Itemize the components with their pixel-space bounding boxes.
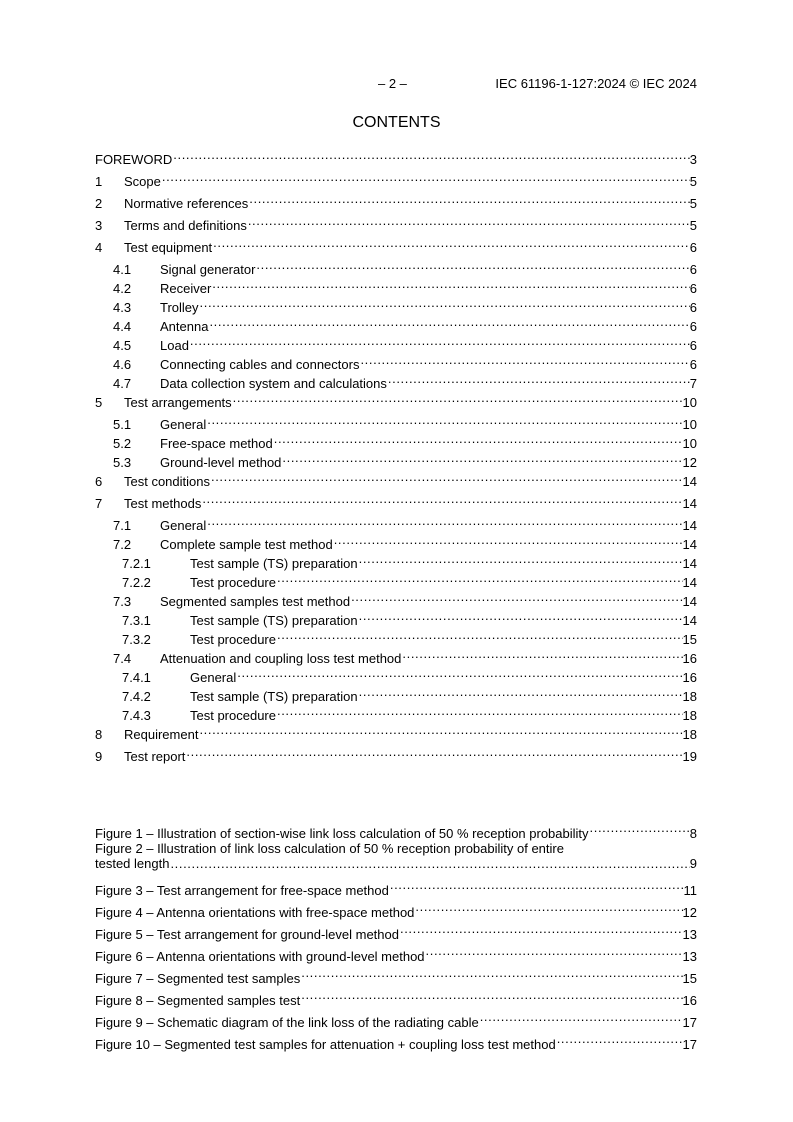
entry-number: 4.5	[113, 338, 132, 353]
dot-leader	[389, 876, 684, 895]
entry-number: 7.4.1	[122, 670, 151, 685]
entry-number: 4.4	[113, 319, 132, 334]
entry-page: 16	[682, 993, 697, 1008]
entry-page: 10	[682, 395, 697, 410]
figure-entry[interactable]	[95, 819, 697, 841]
entry-number: 4.2	[113, 281, 132, 296]
dot-leader	[232, 388, 683, 407]
dot-leader	[358, 549, 683, 568]
entry-page: 7	[689, 376, 697, 391]
dot-leader	[276, 568, 683, 587]
entry-page: 12	[682, 905, 697, 920]
entry-page: 5	[689, 218, 697, 233]
entry-number: 4.1	[113, 262, 132, 277]
entry-page: 17	[682, 1037, 697, 1052]
dot-leader	[300, 986, 682, 1005]
dot-leader	[255, 255, 689, 274]
entry-title: Test arrangements	[124, 395, 232, 410]
dot-leader	[206, 511, 682, 530]
entry-number: 7.3.1	[122, 613, 151, 628]
entry-title: FOREWORD	[95, 152, 173, 167]
entry-page: 18	[682, 708, 697, 723]
entry-number: 4.7	[113, 376, 132, 391]
toc-entry[interactable]	[95, 211, 697, 233]
entry-title: Load	[160, 338, 189, 353]
dot-leader	[172, 145, 689, 164]
entry-page: 5	[689, 196, 697, 211]
entry-number: 7.2.2	[122, 575, 151, 590]
entry-number: 4	[95, 240, 103, 255]
entry-number: 8	[95, 727, 103, 742]
page-title: CONTENTS	[352, 114, 441, 131]
entry-page: 5	[689, 174, 697, 189]
entry-title: Test procedure	[190, 632, 276, 647]
dot-leader	[236, 663, 682, 682]
dot-leader	[208, 312, 689, 331]
dot-leader	[401, 644, 682, 663]
entry-page: 14	[682, 474, 697, 489]
entry-title: Signal generator	[160, 262, 256, 277]
dot-leader	[210, 467, 683, 486]
dot-leader	[479, 1008, 683, 1027]
page-number: – 2 –	[378, 76, 407, 91]
entry-number: 7	[95, 496, 103, 511]
dot-leader	[359, 350, 689, 369]
entry-page: 18	[682, 727, 697, 742]
figure-entry[interactable]	[95, 964, 697, 986]
dot-leader	[201, 489, 682, 508]
entry-page: 15	[682, 971, 697, 986]
entry-title: Figure 3 – Test arrangement for free-space method	[95, 883, 389, 898]
entry-page: 6	[689, 338, 697, 353]
figure-entry[interactable]	[95, 841, 697, 872]
entry-page: 12	[682, 455, 697, 470]
entry-title: General	[160, 417, 207, 432]
figure-entry[interactable]	[95, 986, 697, 1008]
dot-leader	[247, 211, 690, 230]
entry-title: Data collection system and calculations	[160, 376, 387, 391]
entry-title: Scope	[124, 174, 161, 189]
entry-number: 7.3	[113, 594, 132, 609]
entry-page: 11	[683, 883, 697, 898]
entry-page: 6	[689, 319, 697, 334]
entry-title: Trolley	[160, 300, 199, 315]
entry-title: Test report	[124, 749, 186, 764]
entry-number: 7.4.3	[122, 708, 151, 723]
toc-entry[interactable]	[95, 233, 697, 255]
dot-leader	[185, 742, 682, 761]
entry-page: 6	[689, 357, 697, 372]
entry-title: Test sample (TS) preparation	[190, 613, 358, 628]
figure-entry[interactable]	[95, 942, 697, 964]
dot-leader	[589, 819, 690, 838]
entry-page: 10	[682, 417, 697, 432]
entry-page: 16	[682, 670, 697, 685]
dot-leader	[358, 606, 683, 625]
entry-title: Segmented samples test method	[160, 594, 351, 609]
entry-title: Figure 4 – Antenna orientations with free-space method	[95, 905, 415, 920]
list-of-figures	[95, 819, 697, 1052]
standard-reference: IEC 61196-1-127:2024 © IEC 2024	[495, 76, 697, 91]
entry-page: 18	[682, 689, 697, 704]
entry-number: 7.2.1	[122, 556, 151, 571]
dot-leader	[206, 410, 682, 429]
dot-leader	[248, 189, 689, 208]
entry-title: Test methods	[124, 496, 202, 511]
entry-title: General	[160, 518, 207, 533]
dot-leader	[199, 293, 690, 312]
entry-title: Complete sample test method	[160, 537, 333, 552]
dot-leader	[425, 942, 683, 961]
figure-entry[interactable]	[95, 1008, 697, 1030]
entry-number: 7.4	[113, 651, 132, 666]
dot-leader	[161, 167, 690, 186]
toc-entry[interactable]	[95, 145, 697, 167]
entry-title: Requirement	[124, 727, 199, 742]
entry-page: 14	[682, 613, 697, 628]
entry-page: 17	[682, 1015, 697, 1030]
entry-title: Attenuation and coupling loss test method	[160, 651, 402, 666]
entry-title: Free-space method	[160, 436, 273, 451]
entry-page: 13	[682, 949, 697, 964]
toc-entry[interactable]	[95, 189, 697, 211]
entry-page: 14	[682, 496, 697, 511]
entry-title: Connecting cables and connectors	[160, 357, 360, 372]
figure-entry[interactable]	[95, 920, 697, 942]
entry-title: Figure 1 – Illustration of section-wise link loss calculation of 50 % reception probability	[95, 826, 589, 841]
entry-title: Test sample (TS) preparation	[190, 689, 358, 704]
entry-page: 6	[689, 240, 697, 255]
entry-title: Test conditions	[124, 474, 210, 489]
entry-number: 7.3.2	[122, 632, 151, 647]
entry-title: Test equipment	[124, 240, 213, 255]
dot-leader	[189, 331, 690, 350]
dot-leader	[276, 625, 683, 644]
toc-entry[interactable]	[95, 255, 697, 277]
dot-leader	[212, 233, 690, 252]
entry-title: Antenna	[160, 319, 209, 334]
entry-page: 6	[689, 300, 697, 315]
entry-number: 5.2	[113, 436, 132, 451]
toc-entry[interactable]	[95, 410, 697, 432]
dot-leader	[276, 701, 683, 720]
figure-entry[interactable]	[95, 898, 697, 920]
entry-title: Normative references	[124, 196, 249, 211]
entry-number: 4.6	[113, 357, 132, 372]
dot-leader	[211, 274, 689, 293]
entry-page: 15	[682, 632, 697, 647]
entry-page: 19	[682, 749, 697, 764]
entry-title: Figure 9 – Schematic diagram of the link loss of the radiating cable	[95, 1015, 479, 1030]
entry-number: 1	[95, 174, 103, 189]
dot-leader	[350, 587, 682, 606]
entry-title: Figure 7 – Segmented test samples	[95, 971, 301, 986]
entry-number: 5.3	[113, 455, 132, 470]
entry-number: 7.1	[113, 518, 132, 533]
figure-entry[interactable]	[95, 1030, 697, 1052]
entry-continuation	[95, 856, 697, 872]
entry-number: 7.2	[113, 537, 132, 552]
dot-leader	[281, 448, 682, 467]
entry-number: 3	[95, 218, 103, 233]
entry-number: 7.4.2	[122, 689, 151, 704]
entry-title: Receiver	[160, 281, 212, 296]
entry-title: Figure 2 – Illustration of link loss calculation of 50 % reception probability of entire	[95, 841, 564, 856]
dot-leader	[198, 720, 682, 739]
page-header	[0, 76, 793, 92]
toc-entry[interactable]	[95, 742, 697, 764]
toc-entry[interactable]	[95, 167, 697, 189]
dot-leader	[399, 920, 683, 939]
entry-page: 3	[689, 152, 697, 167]
entry-page: 9	[689, 856, 697, 871]
entry-number: 2	[95, 196, 103, 211]
dot-leader	[556, 1030, 683, 1049]
toc-entry[interactable]	[95, 511, 697, 533]
entry-title: Figure 8 – Segmented samples test	[95, 993, 301, 1008]
entry-page: 10	[682, 436, 697, 451]
entry-page: 14	[682, 518, 697, 533]
entry-title: Figure 6 – Antenna orientations with ground-level method	[95, 949, 425, 964]
entry-title: Test procedure	[190, 575, 276, 590]
entry-title: General	[190, 670, 237, 685]
entry-title: Test sample (TS) preparation	[190, 556, 358, 571]
dot-leader	[387, 369, 690, 388]
entry-page: 6	[689, 281, 697, 296]
entry-page: 8	[689, 826, 697, 841]
figure-entry[interactable]	[95, 876, 697, 898]
entry-title: Ground-level method	[160, 455, 282, 470]
dot-leader	[273, 429, 683, 448]
table-of-contents	[95, 145, 697, 764]
entry-title-continued: tested length	[95, 856, 170, 871]
entry-number: 5.1	[113, 417, 132, 432]
entry-page: 14	[682, 537, 697, 552]
dot-leader	[414, 898, 682, 917]
entry-number: 5	[95, 395, 103, 410]
entry-title: Terms and definitions	[124, 218, 247, 233]
entry-number: 9	[95, 749, 103, 764]
dot-leader	[169, 856, 689, 875]
entry-page: 16	[682, 651, 697, 666]
entry-page: 6	[689, 262, 697, 277]
entry-page: 14	[682, 594, 697, 609]
entry-page: 14	[682, 556, 697, 571]
dot-leader	[300, 964, 682, 983]
toc-entry[interactable]	[95, 489, 697, 511]
entry-title: Figure 5 – Test arrangement for ground-level method	[95, 927, 399, 942]
entry-title: Test procedure	[190, 708, 276, 723]
dot-leader	[333, 530, 683, 549]
dot-leader	[358, 682, 683, 701]
entry-page: 13	[682, 927, 697, 942]
entry-title: Figure 10 – Segmented test samples for attenuation + coupling loss test method	[95, 1037, 556, 1052]
entry-number: 6	[95, 474, 103, 489]
entry-number: 4.3	[113, 300, 132, 315]
entry-page: 14	[682, 575, 697, 590]
